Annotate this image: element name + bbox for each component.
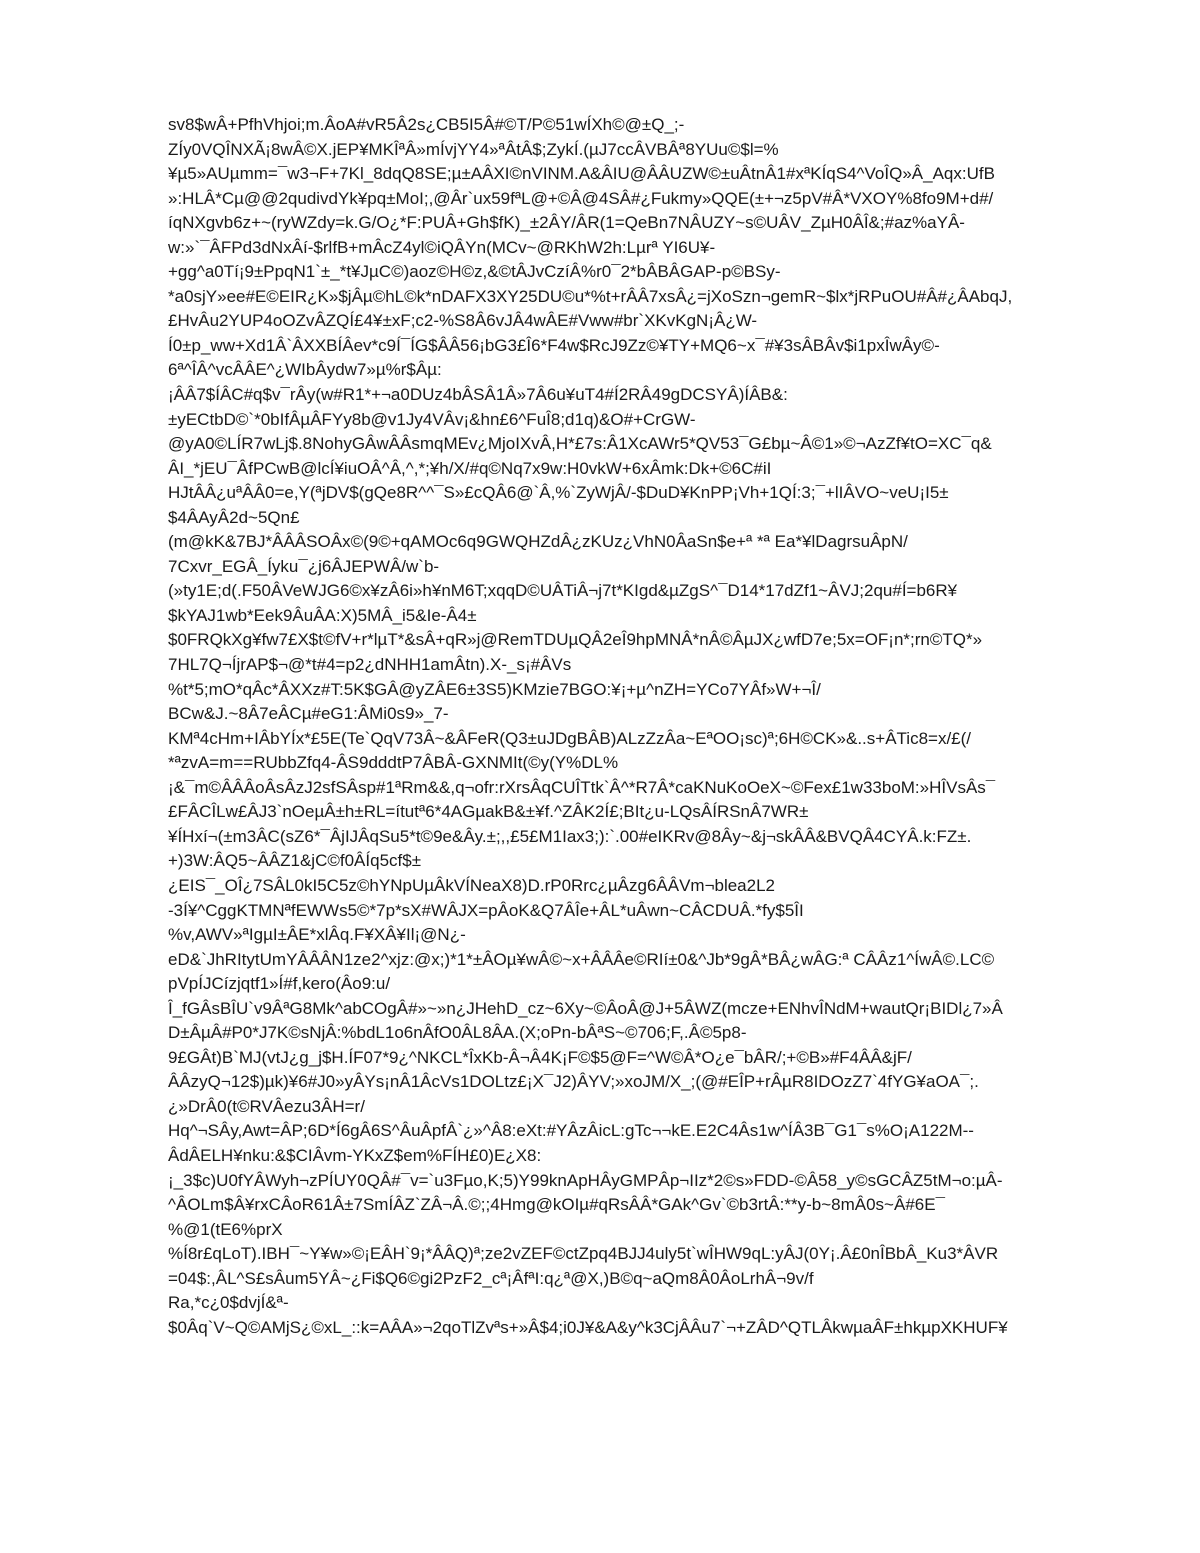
text-line: $4ÂAyÂ2d~5Qn£ [168, 507, 300, 527]
text-line: BCw&J.~8Â7eÂCµ#eG1:ÂMi0s9»_7- [168, 704, 449, 724]
text-line: $kYAJ1wb*Eek9ÂuÂA:X)5MÂ_i5&Ie-Â4± [168, 605, 477, 625]
text-line: ^ÂOLm$Â¥rxCÂoR61Â±7SmÍÂZ`ZÂ¬Â.©;;4Hmg@kOIµ#qRsÂÂ*GAk^Gv`©b3rtÂ:**y-b~8mÂ0s~Â#6E¯ [168, 1195, 945, 1215]
text-line: eD&`JhRItytUmYÂÂÂN1ze2^xjz:@x;)*1*±ÂOµ¥wÂ©~x+ÂÂÂe©RIí±0&^Jb*9gÂ*BÂ¿wÂG:ª CÂÂz1^ÍwÂ©.LC© [168, 949, 995, 969]
text-line: Î_fGÂsBÎU`v9ÂªG8Mk^abCOgÂ#»~»n¿JHehD_cz~6Xy~©ÂoÂ@J+5ÂWZ(mcze+ENhvÎNdM+wautQr¡BIDl¿7»Â [168, 998, 1003, 1018]
text-line: *ªzvA=m==RUbbZfq4-ÂS9dddtP7ÂBÂ-GXNMIt(©y(Y%DL% [168, 753, 619, 773]
text-line: ÂÂzyQ¬12$)µk)¥6#J0»yÂYs¡nÂ1ÂcVs1DOLtz£¡X¯J2)ÂYV;»xoJM/X_;(@#EÎP+rÂµR8IDOzZ7`4fYG¥aOA¯;. [168, 1072, 979, 1092]
text-line: ZÍy0VQÎNXÃ¡8wÂ©X.jEP¥MKÎªÂ»mÍvjYY4»ªÂtÂ$;ZykÍ.(µJ7ccÂVBÂª8YUu©$l=% [168, 139, 779, 159]
text-line: ¡_3$c)U0fYÂWyh¬zPÍUY0QÂ#¯v=`u3Fµo,K;5)Y99knApHÂyGMPÂp¬IIz*2©s»FDD-©Â58_y©sGCÂZ5tM¬o:µÂ- [168, 1170, 1003, 1190]
text-line: +gg^a0Tí¡9±PpqN1`±_*t¥JµC©)aoz©H©z,&©tÂJvCzíÂ%r0¯2*bÂBÂGAP-p©BSy- [168, 262, 781, 282]
text-line: HJtÂÂ¿uªÂÂ0=e,Y(ªjDV$(gQe8R^^¯S»£cQÂ6@`Â,%`ZyWjÂ/-$DuD¥KnPP¡Vh+1QÍ:3;¯+lIÂVO~veU¡I5± [168, 483, 949, 503]
text-line: %@1(tE6%prX [168, 1219, 283, 1239]
text-line: Hq^¬SÂy,Awt=ÂP;6D*Í6gÂ6S^ÂuÂpfÂ`¿»^Â8:eXt:#YÂzÂicL:gTc¬¬kE.E2C4Âs1w^ÍÂ3B¯G1¯s%O¡A122M-- [168, 1121, 974, 1141]
text-line: ¡&¯m©ÂÂÂoÂsÂzJ2sfSÂsp#1ªRm&&,q¬ofr:rXrsÂqCUÎTtk`Â^*R7Â*caKNuKoOeX~©Fex£1w33boM:»HÎVsÂs¯ [168, 777, 996, 797]
text-line: ÂI_*jEU¯ÂfPCwB@lcÍ¥iuOÂ^Â,^,*;¥h/X/#q©Nq7x9w:H0vkW+6xÂmk:Dk+©6C#iI [168, 458, 772, 478]
text-line: ¥ÍHxí¬(±m3ÂC(sZ6*¯ÂjIJÂqSu5*t©9e&Ây.±;,,£5£M1Iax3;):`.00#eIKRv@8Ây~&j¬skÂÂ&BVQÂ4CYÂ.k:FZ±. [168, 826, 972, 846]
text-line: w:»`¯ÂFPd3dNxÂí-$rlfB+mÂcZ4yl©iQÂYn(MCv~@RKhW2h:Lµrª YI6U¥- [168, 237, 716, 257]
text-line: %v,AWV»ªIgµI±ÂE*xlÂq.F¥XÂ¥Il¡@N¿- [168, 925, 466, 945]
text-line: £HvÂu2YUP4oOZvÂZQÍ£4¥±xF;c2-%S8Â6vJÂ4wÂE#Vww#br`XKvKgN¡Â¿W- [168, 311, 758, 331]
text-line: =04$:,ÂL^S£sÂum5YÂ~¿Fi$Q6©gi2PzF2_cª¡ÂfªI:q¿ª@X,)B©q~aQm8Â0ÂoLrhÂ¬9v/f [168, 1268, 814, 1288]
text-line: »:HLÂ*Cµ@@2qudivdYk¥pq±MoI;,@Âr`ux59fªL@+©Â@4SÂ#¿Fukmy»QQE(±+¬z5pV#Â*VXOY%8fo9M+d#/ [168, 188, 994, 208]
text-line: Ra,*c¿0$dvjÍ&ª- [168, 1293, 289, 1313]
text-line: -3Í¥^CggKTMNªfEWWs5©*7p*sX#WÂJX=pÂoK&Q7ÂÎe+ÂL*uÂwn~CÂCDUÂ.*fy$5ÎI [168, 900, 804, 920]
text-line: sv8$wÂ+PfhVhjoi;m.ÂoA#vR5Â2s¿CB5I5Â#©T/P©51wÍXh©@±Q_;- [168, 115, 685, 134]
text-line: ¡ÂÂ7$ÍÂC#q$v¯rÂy(w#R1*+¬a0DUz4bÂSÂ1Â»7Â6u¥uT4#Í2RÂ49gDCSYÂ)ÍÂB&: [168, 385, 788, 405]
text-line: ÂdÂELH¥nku:&$CIÂvm-YKxZ$em%FÍH£0)E¿X8: [168, 1145, 542, 1165]
text-line: pVpÍJCízjqtf1»Í#f,kero(Âo9:u/ [168, 974, 391, 994]
text-line: 7Cxvr_EGÂ_Íyku¯¿j6ÂJEPWÂ/w`b- [168, 556, 440, 576]
text-line: ¿EIS¯_OÎ¿7SÂL0kI5C5z©hYNpUµÂkVÍNeaX8)D.rP0Rrc¿µÂzg6ÂÂVm¬blea2L2 [168, 875, 776, 895]
text-line: Í0±p_ww+Xd1Â`ÂXXBÍÂev*c9Í¯ÍG$ÂÂ56¡bG3£Î6*F4w$RcJ9Zz©¥TY+MQ6~x¯#¥3sÂBÂv$i1pxÎwÂy©- [168, 335, 940, 355]
text-line: ¥µ5»AUµmm=¯w3¬F+7Kl_8dqQ8SE;µ±AÂXI©nVINM.A&ÂIU@ÂÂUZW©±uÂtnÂ1#xªKÍqS4^VoÎQ»Â_Aqx:UfB [168, 164, 995, 184]
text-line: 9£GÂt)B`MJ(vtJ¿g_j$H.ÍF07*9¿^NKCL*ÎxKb-Â¬Â4K¡F©$5@F=^W©Â*O¿e¯bÂR/;+©B»#F4ÂÂ&jF/ [168, 1047, 912, 1067]
text-line: D±ÂµÂ#P0*J7K©sNjÂ:%bdL1o6nÂfO0ÂL8ÂA.(X;oPn-bÂªS~©706;F,.Â©5p8- [168, 1023, 747, 1043]
text-line: (»ty1E;d(.F50ÂVeWJG6©x¥zÂ6i»h¥nM6T;xqqD©UÂTiÂ¬j7t*KIgd&µZgS^¯D14*17dZf1~ÂVJ;2qu#Í=b6R¥ [168, 581, 958, 601]
text-line: $0Âq`V~Q©AMjS¿©xL_::k=AÂA»¬2qoTlZvªs+»Â$4;i0J¥&A&y^k3CjÂÂu7`¬+ZÂD^QTLÂkwµaÂF±hkµpXKHUF¥ [168, 1317, 1008, 1337]
text-line: +)3W:ÂQ5~ÂÂZ1&jC©f0ÂÍq5cf$± [168, 851, 422, 871]
text-line: *a0sjY»ee#E©EIR¿K»$jÂµ©hL©k*nDAFX3XY25DU©u*%t+rÂÂ7xsÂ¿=jXoSzn¬gemR~$lx*jRPuOU#Â#¿ÂAbqJ, [168, 286, 1013, 306]
text-line: 7HL7Q¬ÍjrAP$¬@*t#4=p2¿dNHH1amÂtn).X-_s¡#ÂVs [168, 655, 572, 675]
text-line: $0FRQkXg¥fw7£X$t©fV+r*lµT*&sÂ+qR»j@RemTDUµQÂ2eÎ9hpMNÂ*nÂ©ÂµJX¿wfD7e;5x=OF¡n*;rn©TQ*» [168, 630, 983, 650]
text-line: %Í8r£qLoT).IBH¯~Y¥w»©¡EÂH`9¡*ÂÂQ)ª;ze2vZEF©ctZpq4BJJ4uly5t`wÎHW9qL:yÂJ(0Y¡.Â£0nÎBbÂ_Ku3*ÂVR [168, 1244, 999, 1264]
text-line: £FÂCÎLw£ÂJ3`nOeµÂ±h±RL=ítutª6*4AGµakB&±¥f.^ZÂK2Í£;BIt¿u-LQsÂÍRSnÂ7WR± [168, 802, 809, 822]
document-body [168, 113, 1128, 1340]
text-line: KMª4cHm+IÂbYÍx*£5E(Te`QqV73Â~&ÂFeR(Q3±uJDgBÂB)ALzZzÂa~EªOO¡sc)ª;6H©CK»&..s+ÂTic8=x/£(/ [168, 728, 972, 748]
text-line: íqNXgvb6z+~(ryWZdy=k.G/O¿*F:PUÂ+Gh$fK)_±2ÂY/ÂR(1=QeBn7NÂUZY~s©UÂV_ZµH0ÂÎ&;#az%aYÂ- [168, 213, 965, 233]
text-line: 6ª^ÎÂ^vcÂÂE^¿WIbÂydw7»µ%r$Âµ: [168, 360, 442, 380]
text-line: @yA0©LÍR7wLj$.8NohyGÂwÂÂsmqMEv¿MjoIXvÂ,H*£7s:Â1XcAWr5*QV53¯G£bµ~Â©1»©¬AzZf¥tO=XC¯q& [168, 434, 992, 454]
text-line: %t*5;mO*qÂc*ÂXXz#T:5K$GÂ@yZÂE6±3S5)KMzie7BGO:¥¡+µ^nZH=YCo7YÂf»W+¬Î/ [168, 679, 821, 699]
text-line: (m@kK&7BJ*ÂÂÂSOÂx©(9©+qAMOc6q9GWQHZdÂ¿zKUz¿VhN0ÂaSn$e+ª *ª Ea*¥lDagrsuÂpN/ [168, 532, 908, 552]
text-line: ¿»DrÂ0(t©RVÂezu3ÂH=r/ [168, 1096, 365, 1116]
text-line: ±yECtbD©`*0bIfÂµÂFYy8b@v1Jy4VÂv¡&hn£6^FuÎ8;d1q)&O#+CrGW- [168, 409, 696, 429]
